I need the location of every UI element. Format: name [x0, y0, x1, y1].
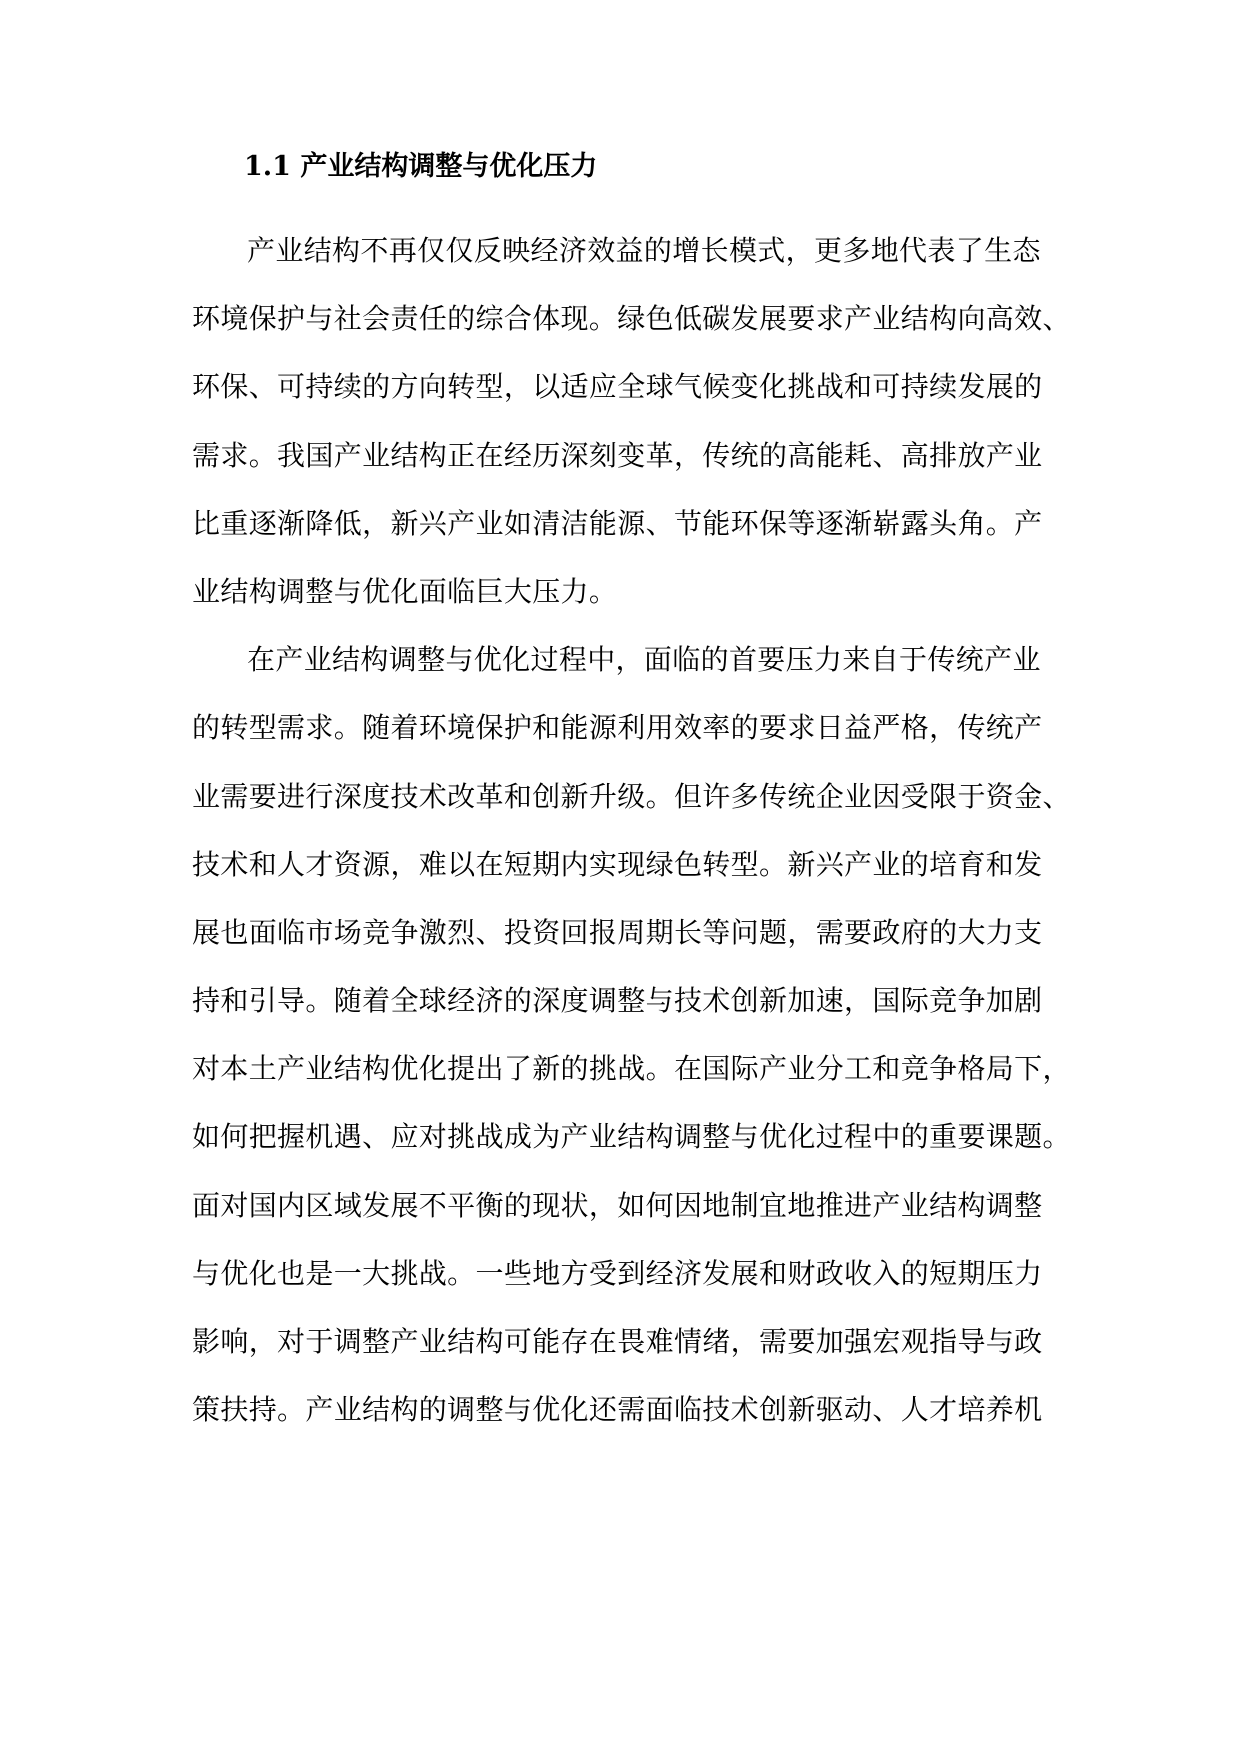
paragraph-1: [192, 217, 1071, 626]
text-line: 如何把握机遇、应对挑战成为产业结构调整与优化过程中的重要课题。: [192, 1120, 1071, 1154]
text-line: 技术和人才资源，难以在短期内实现绿色转型。新兴产业的培育和发: [192, 847, 1043, 881]
text-line: 业需要进行深度技术改革和创新升级。但许多传统企业因受限于资金、: [192, 779, 1071, 813]
text-line: 对本土产业结构优化提出了新的挑战。在国际产业分工和竞争格局下，: [192, 1052, 1071, 1086]
text-line: 比重逐渐降低，新兴产业如清洁能源、节能环保等逐渐崭露头角。产: [192, 506, 1043, 540]
text-line: 面对国内区域发展不平衡的现状，如何因地制宜地推进产业结构调整: [192, 1188, 1043, 1222]
text-line: 与优化也是一大挑战。一些地方受到经济发展和财政收入的短期压力: [192, 1256, 1043, 1290]
paragraph-2: [192, 626, 1071, 1444]
text-line: 业结构调整与优化面临巨大压力。: [192, 574, 618, 608]
section-heading: 1.1 产业结构调整与优化压力: [244, 151, 598, 182]
text-line: 展也面临市场竞争激烈、投资回报周期长等问题，需要政府的大力支: [192, 915, 1043, 949]
text-line: 产业结构不再仅仅反映经济效益的增长模式，更多地代表了生态: [247, 234, 1041, 267]
text-line: 需求。我国产业结构正在经历深刻变革，传统的高能耗、高排放产业: [192, 438, 1043, 472]
document-page: [192, 150, 1071, 1444]
text-line: 环保、可持续的方向转型，以适应全球气候变化挑战和可持续发展的: [192, 370, 1043, 404]
text-line: 环境保护与社会责任的综合体现。绿色低碳发展要求产业结构向高效、: [192, 302, 1071, 336]
text-line: 的转型需求。随着环境保护和能源利用效率的要求日益严格，传统产: [192, 711, 1043, 745]
text-line: 策扶持。产业结构的调整与优化还需面临技术创新驱动、人才培养机: [192, 1393, 1043, 1427]
text-line: 在产业结构调整与优化过程中，面临的首要压力来自于传统产业: [247, 643, 1041, 677]
text-line: 持和引导。随着全球经济的深度调整与技术创新加速，国际竞争加剧: [192, 984, 1043, 1018]
text-line: 影响，对于调整产业结构可能存在畏难情绪，需要加强宏观指导与政: [192, 1325, 1043, 1358]
